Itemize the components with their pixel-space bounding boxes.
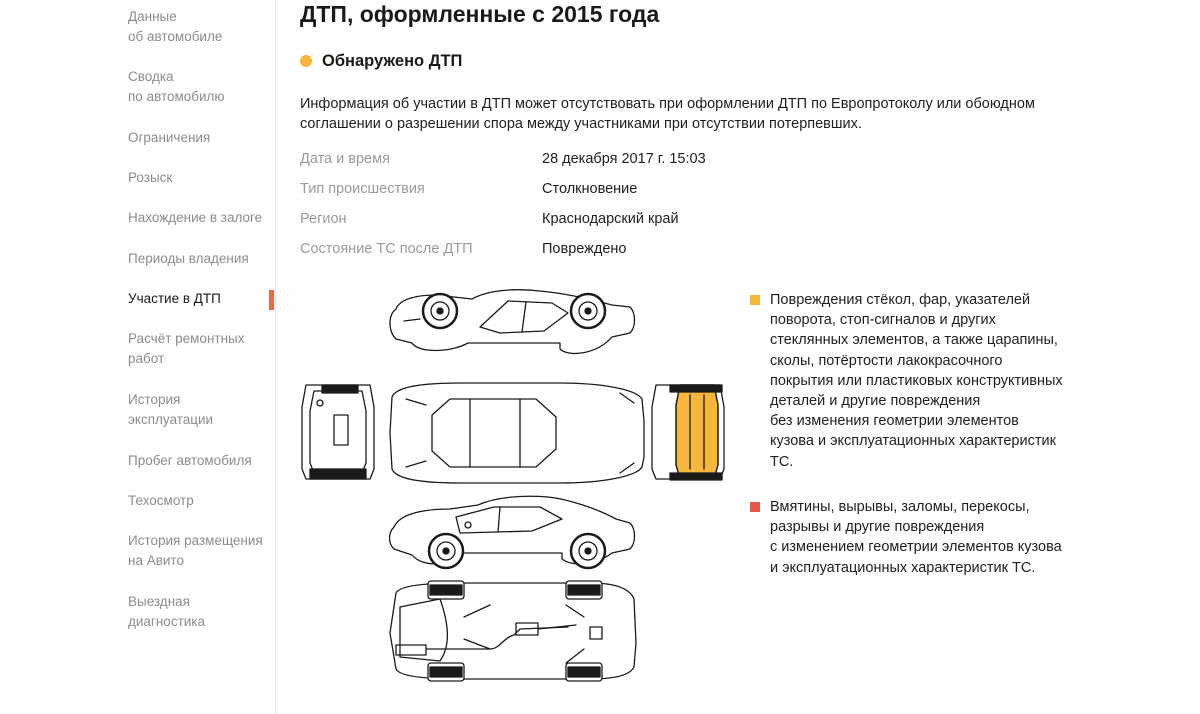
sidebar-item-avito-history[interactable]: История размещения на Авито — [128, 533, 263, 568]
car-underbody-view — [390, 581, 636, 681]
car-damage-diagram — [300, 287, 730, 687]
car-right-side-view — [390, 496, 635, 568]
sidebar-item-mileage[interactable]: Пробег автомобиля — [128, 453, 252, 468]
detail-value: Краснодарский край — [542, 211, 679, 227]
sidebar-item-restrictions[interactable]: Ограничения — [128, 130, 211, 145]
info-note: Информация об участии в ДТП может отсутствовать при оформлении ДТП по Европротоколу или обоюдном соглашении о разрешении спора между участниками при отсутствии потерпевших. — [300, 96, 1035, 132]
page-title: ДТП, оформленные с 2015 года — [300, 1, 660, 27]
sidebar-item-inspection[interactable]: Техосмотр — [128, 493, 194, 508]
detail-key: Тип происшествия — [300, 181, 425, 197]
sidebar-item-field-diagnostics[interactable]: Выездная диагностика — [128, 594, 205, 629]
sidebar-item-repair-calc[interactable]: Расчёт ремонтных работ — [128, 331, 245, 366]
sidebar — [0, 0, 276, 714]
detail-key: Состояние ТС после ДТП — [300, 241, 473, 257]
detail-value: Столкновение — [542, 181, 638, 197]
car-rear-view — [302, 385, 374, 479]
legend-text: Повреждения стёкол, фар, указателей поворота, стоп-сигналов и других стеклянных элементов, а также царапины, сколы, потёртости лакокрасочного покрытия или пластиковых конструктивных деталей и другие повреждения без изменения геометрии элементов кузова и эксплуатационных характеристик ТС. — [770, 292, 1063, 470]
car-top-view — [390, 383, 644, 483]
detail-value: 28 декабря 2017 г. 15:03 — [542, 151, 706, 167]
car-front-view — [652, 385, 724, 480]
detail-key: Регион — [300, 211, 347, 227]
sidebar-item-accidents[interactable]: Участие в ДТП — [128, 291, 221, 306]
car-left-side-view — [390, 290, 635, 354]
active-item-marker — [269, 290, 274, 310]
sidebar-item-ownership-periods[interactable]: Периоды владения — [128, 251, 249, 266]
sidebar-item-service-history[interactable]: История эксплуатации — [128, 392, 214, 427]
sidebar-item-car-data[interactable]: Данные об автомобиле — [128, 9, 223, 44]
yellow-square-icon — [750, 295, 760, 305]
legend-text: Вмятины, вырывы, заломы, перекосы, разрывы и другие повреждения с изменением геометрии элементов кузова и эксплуатационных характеристик ТС. — [770, 499, 1062, 576]
main-content — [300, 0, 1180, 714]
sidebar-item-summary[interactable]: Сводка по автомобилю — [128, 69, 225, 104]
status-dot-icon — [300, 55, 312, 67]
status-label: Обнаружено ДТП — [322, 51, 463, 70]
sidebar-item-pledge[interactable]: Нахождение в залоге — [128, 210, 263, 225]
red-square-icon — [750, 502, 760, 512]
accident-status — [300, 50, 462, 72]
sidebar-item-wanted[interactable]: Розыск — [128, 170, 173, 185]
detail-key: Дата и время — [300, 151, 390, 167]
detail-value: Повреждено — [542, 241, 627, 257]
